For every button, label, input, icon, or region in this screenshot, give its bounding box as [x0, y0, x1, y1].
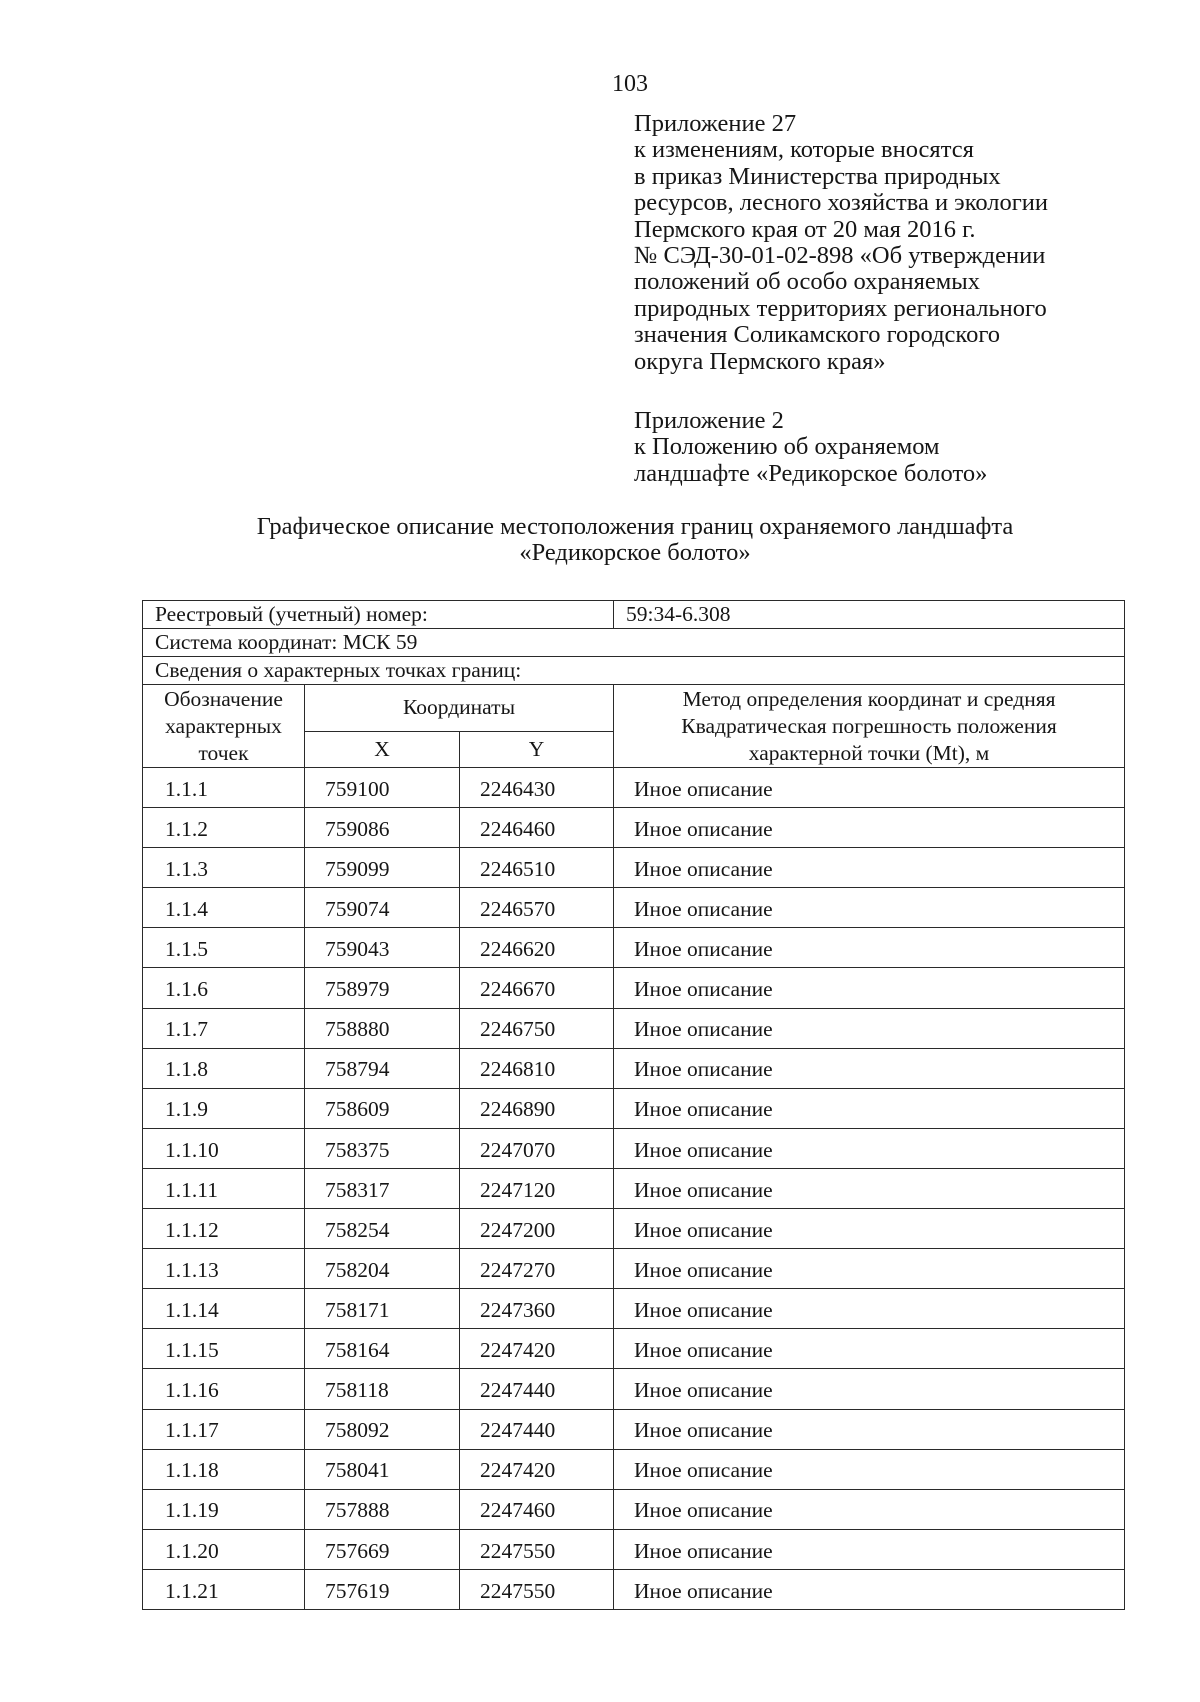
point-id-cell: 1.1.14: [143, 1289, 305, 1329]
page-number: 103: [612, 71, 648, 97]
appendix-27-line: Пермского края от 20 мая 2016 г.: [634, 215, 976, 243]
point-id-cell: 1.1.4: [143, 888, 305, 928]
x-coordinate-cell: 758979: [305, 968, 460, 1008]
method-cell: Иное описание: [614, 1289, 1125, 1329]
point-id-cell: 1.1.5: [143, 928, 305, 968]
table-row: [143, 1329, 1125, 1369]
point-id-cell: 1.1.8: [143, 1048, 305, 1088]
table-row: [143, 808, 1125, 848]
appendix-27-line: к изменениям, которые вносятся: [634, 136, 974, 164]
method-cell: Иное описание: [614, 1088, 1125, 1128]
appendix-2-header: [634, 408, 1174, 487]
y-coordinate-cell: 2246430: [460, 768, 614, 808]
y-coordinate-cell: 2247120: [460, 1168, 614, 1208]
y-coordinate-cell: 2247200: [460, 1209, 614, 1249]
point-id-cell: 1.1.7: [143, 1008, 305, 1048]
registry-row: [143, 601, 1125, 629]
y-coordinate-cell: 2247550: [460, 1569, 614, 1609]
x-coordinate-cell: 758092: [305, 1409, 460, 1449]
table-row: [143, 1289, 1125, 1329]
table-row: [143, 848, 1125, 888]
x-coordinate-cell: 758317: [305, 1168, 460, 1208]
y-coordinate-cell: 2247440: [460, 1369, 614, 1409]
method-cell: Иное описание: [614, 1329, 1125, 1369]
y-coordinate-cell: 2247270: [460, 1249, 614, 1289]
point-id-cell: 1.1.13: [143, 1249, 305, 1289]
y-coordinate-cell: 2246460: [460, 808, 614, 848]
point-id-cell: 1.1.20: [143, 1529, 305, 1569]
x-coordinate-cell: 758041: [305, 1449, 460, 1489]
col-y-header: Y: [460, 732, 614, 768]
y-coordinate-cell: 2246510: [460, 848, 614, 888]
appendix-2-line: Приложение 2: [634, 407, 784, 434]
table-row: [143, 928, 1125, 968]
table-row: [143, 1489, 1125, 1529]
method-cell: Иное описание: [614, 1409, 1125, 1449]
method-cell: Иное описание: [614, 1209, 1125, 1249]
y-coordinate-cell: 2247070: [460, 1128, 614, 1168]
appendix-27-line: № СЭД-30-01-02-898 «Об утверждении: [634, 242, 1046, 270]
method-cell: Иное описание: [614, 768, 1125, 808]
x-coordinate-cell: 759100: [305, 768, 460, 808]
y-coordinate-cell: 2246890: [460, 1088, 614, 1128]
points-info-row: [143, 657, 1125, 685]
point-id-cell: 1.1.19: [143, 1489, 305, 1529]
x-coordinate-cell: 759086: [305, 808, 460, 848]
y-coordinate-cell: 2247550: [460, 1529, 614, 1569]
point-id-cell: 1.1.18: [143, 1449, 305, 1489]
x-coordinate-cell: 758118: [305, 1369, 460, 1409]
table-row: [143, 1449, 1125, 1489]
x-coordinate-cell: 758375: [305, 1128, 460, 1168]
y-coordinate-cell: 2247420: [460, 1449, 614, 1489]
x-coordinate-cell: 757669: [305, 1529, 460, 1569]
appendix-27-line: ресурсов, лесного хозяйства и экологии: [634, 189, 1049, 217]
method-cell: Иное описание: [614, 1529, 1125, 1569]
x-coordinate-cell: 758609: [305, 1088, 460, 1128]
method-cell: Иное описание: [614, 1249, 1125, 1289]
registry-label: Реестровый (учетный) номер:: [143, 601, 614, 629]
table-row: [143, 1209, 1125, 1249]
table-row: [143, 1168, 1125, 1208]
y-coordinate-cell: 2246570: [460, 888, 614, 928]
document-title: [130, 514, 1140, 566]
method-cell: Иное описание: [614, 1048, 1125, 1088]
point-id-cell: 1.1.2: [143, 808, 305, 848]
table-row: [143, 1088, 1125, 1128]
appendix-27-line: в приказ Министерства природных: [634, 162, 1001, 190]
y-coordinate-cell: 2247460: [460, 1489, 614, 1529]
document-title-line-1: Графическое описание местоположения границ охраняемого ландшафта: [256, 513, 1014, 540]
col-x-header: X: [305, 732, 460, 768]
method-cell: Иное описание: [614, 1369, 1125, 1409]
appendix-2-line: ландшафте «Редикорское болото»: [634, 459, 988, 487]
x-coordinate-cell: 758794: [305, 1048, 460, 1088]
col-coordinates-header: Координаты: [305, 685, 614, 732]
x-coordinate-cell: 758164: [305, 1329, 460, 1369]
x-coordinate-cell: 759099: [305, 848, 460, 888]
point-id-cell: 1.1.3: [143, 848, 305, 888]
table-row: [143, 968, 1125, 1008]
x-coordinate-cell: 757619: [305, 1569, 460, 1609]
x-coordinate-cell: 758880: [305, 1008, 460, 1048]
header-row: [143, 685, 1125, 732]
y-coordinate-cell: 2246750: [460, 1008, 614, 1048]
method-cell: Иное описание: [614, 848, 1125, 888]
method-cell: Иное описание: [614, 1008, 1125, 1048]
col-designation-header: Обозначение характерных точек: [143, 685, 305, 768]
coord-system: Система координат: МСК 59: [143, 629, 1125, 657]
x-coordinate-cell: 758171: [305, 1289, 460, 1329]
y-coordinate-cell: 2247440: [460, 1409, 614, 1449]
x-coordinate-cell: 758254: [305, 1209, 460, 1249]
appendix-27-line: положений об особо охраняемых: [634, 268, 980, 296]
table-row: [143, 1409, 1125, 1449]
point-id-cell: 1.1.17: [143, 1409, 305, 1449]
point-id-cell: 1.1.6: [143, 968, 305, 1008]
method-cell: Иное описание: [614, 1128, 1125, 1168]
coord-system-row: [143, 629, 1125, 657]
x-coordinate-cell: 758204: [305, 1249, 460, 1289]
point-id-cell: 1.1.21: [143, 1569, 305, 1609]
method-cell: Иное описание: [614, 888, 1125, 928]
points-info: Сведения о характерных точках границ:: [143, 657, 1125, 685]
appendix-27-header: [634, 111, 1174, 375]
point-id-cell: 1.1.15: [143, 1329, 305, 1369]
table-row: [143, 1369, 1125, 1409]
col-method-header: Метод определения координат и средняя Квадратическая погрешность положения характерной точки (Mt), м: [614, 685, 1125, 768]
table-row: [143, 888, 1125, 928]
y-coordinate-cell: 2247420: [460, 1329, 614, 1369]
appendix-27-line: природных территориях регионального: [634, 294, 1047, 322]
method-cell: Иное описание: [614, 928, 1125, 968]
method-cell: Иное описание: [614, 1449, 1125, 1489]
table-row: [143, 768, 1125, 808]
appendix-27-line: округа Пермского края»: [634, 347, 886, 375]
table-row: [143, 1529, 1125, 1569]
point-id-cell: 1.1.1: [143, 768, 305, 808]
method-cell: Иное описание: [614, 1489, 1125, 1529]
x-coordinate-cell: 757888: [305, 1489, 460, 1529]
point-id-cell: 1.1.16: [143, 1369, 305, 1409]
method-cell: Иное описание: [614, 1168, 1125, 1208]
appendix-27-line: Приложение 27: [634, 110, 797, 137]
point-id-cell: 1.1.12: [143, 1209, 305, 1249]
x-coordinate-cell: 759043: [305, 928, 460, 968]
appendix-2-line: к Положению об охраняемом: [634, 433, 940, 461]
table-row: [143, 1048, 1125, 1088]
document-title-line-2: «Редикорское болото»: [519, 539, 751, 566]
table-row: [143, 1128, 1125, 1168]
y-coordinate-cell: 2246620: [460, 928, 614, 968]
y-coordinate-cell: 2246810: [460, 1048, 614, 1088]
method-cell: Иное описание: [614, 968, 1125, 1008]
point-id-cell: 1.1.9: [143, 1088, 305, 1128]
table-row: [143, 1008, 1125, 1048]
table-row: [143, 1249, 1125, 1289]
table-row: [143, 1569, 1125, 1609]
appendix-27-line: значения Соликамского городского: [634, 321, 1001, 349]
y-coordinate-cell: 2246670: [460, 968, 614, 1008]
method-cell: Иное описание: [614, 808, 1125, 848]
x-coordinate-cell: 759074: [305, 888, 460, 928]
boundary-points-table: [142, 600, 1125, 1610]
method-cell: Иное описание: [614, 1569, 1125, 1609]
registry-value: 59:34-6.308: [614, 601, 1125, 629]
point-id-cell: 1.1.11: [143, 1168, 305, 1208]
y-coordinate-cell: 2247360: [460, 1289, 614, 1329]
point-id-cell: 1.1.10: [143, 1128, 305, 1168]
